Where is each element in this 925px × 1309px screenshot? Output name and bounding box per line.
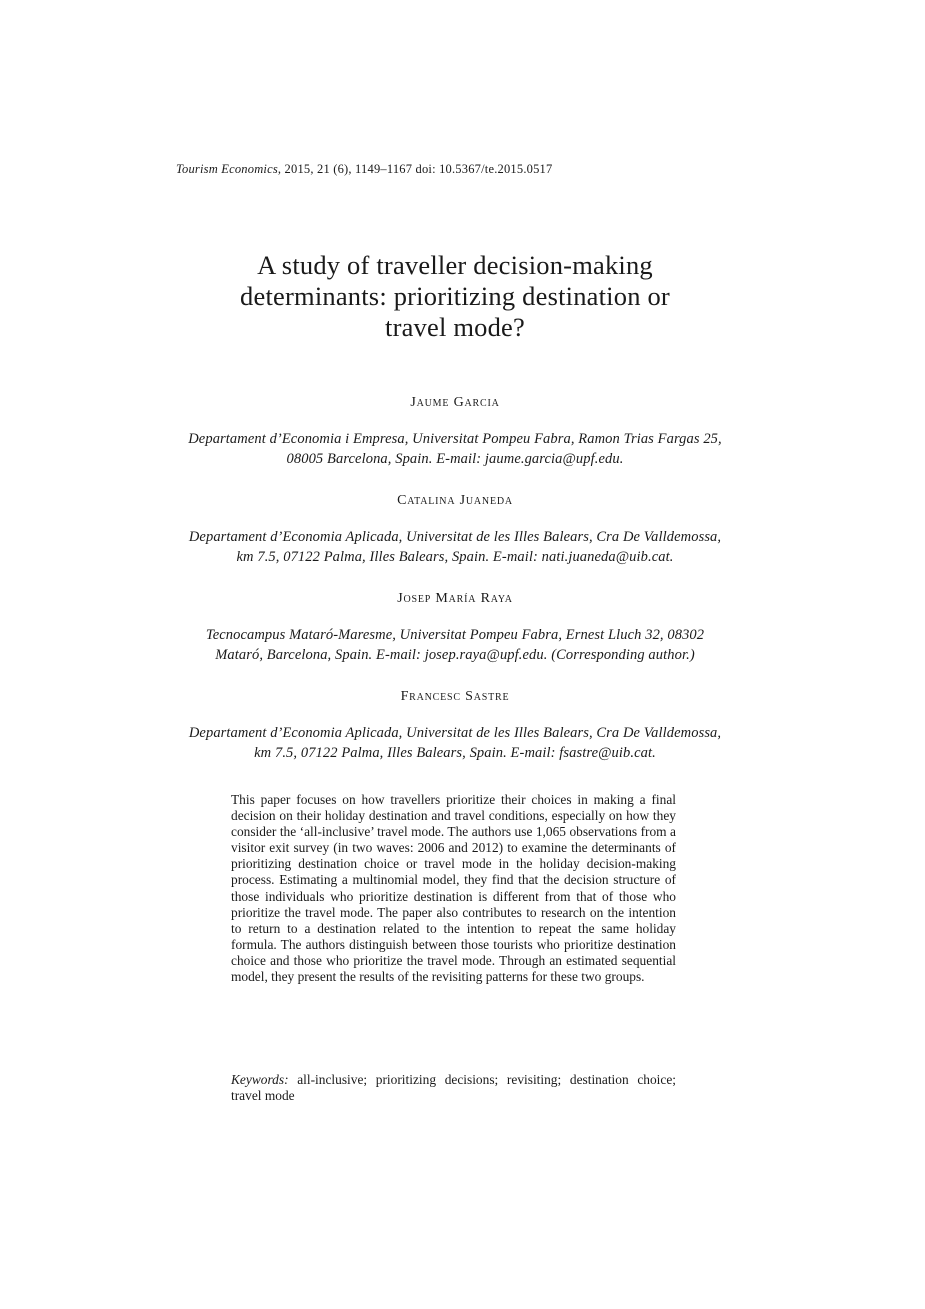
affiliation-line: km 7.5, 07122 Palma, Illes Balears, Spain. E-mail: nati.juaneda@uib.cat. [236, 549, 674, 565]
author-name: Josep María Raya [397, 591, 513, 606]
keywords-text: all-inclusive; prioritizing decisions; revisiting; destination choice; travel mode [231, 1072, 676, 1104]
affiliation-line: Tecnocampus Mataró-Maresme, Universitat Pompeu Fabra, Ernest Lluch 32, 08302 [205, 627, 705, 643]
citation-details: , 2015, 21 (6), 1149–1167 doi: 10.5367/te.2015.0517 [277, 162, 553, 176]
affiliation-line: km 7.5, 07122 Palma, Illes Balears, Spain. E-mail: fsastre@uib.cat. [254, 745, 656, 761]
title-line: determinants: prioritizing destination or [240, 281, 670, 311]
keywords [231, 1072, 676, 1104]
citation-line [176, 162, 552, 177]
paper-title [150, 250, 760, 343]
title-line: A study of traveller decision-making [257, 250, 653, 280]
affiliation-line: Departament d’Economia Aplicada, Universitat de les Illes Balears, Cra De Valldemossa, [188, 529, 722, 545]
author-name: Jaume Garcia [410, 395, 500, 410]
author-affiliation [150, 527, 760, 567]
author-affiliation [150, 625, 760, 665]
affiliation-line: Mataró, Barcelona, Spain. E-mail: josep.raya@upf.edu. (Corresponding author.) [215, 647, 695, 663]
affiliation-line: Departament d’Economia Aplicada, Universitat de les Illes Balears, Cra De Valldemossa, [188, 725, 722, 741]
journal-name: Tourism Economics [176, 162, 278, 176]
affiliation-line: Departament d’Economia i Empresa, Universitat Pompeu Fabra, Ramon Trias Fargas 25, [188, 431, 722, 447]
author-affiliation [150, 429, 760, 469]
author-name: Catalina Juaneda [397, 493, 513, 508]
keywords-label: Keywords: [231, 1072, 289, 1087]
abstract: This paper focuses on how travellers prioritize their choices in making a final decision on their holiday destination and travel conditions, especially on how they consider the ‘all-inclusive’ travel mode. The authors use 1,065 observations from a visitor exit survey (in two waves: 2006 and 2012) to examine the determinants of prioritizing destination choice or travel mode in the holiday decision-making process. Estimating a multinomial model, they find that the decision structure of those individuals who prioritize destination is different from that of those who prioritize the travel mode. The paper also contributes to research on the intention to return to a destination related to the intention to repeat the same holiday formula. The authors distinguish between those tourists who prioritize destination choice and those who prioritize the travel mode. Through an estimated sequential model, they present the results of the revisiting patterns for these two groups. [231, 792, 676, 985]
affiliation-line: 08005 Barcelona, Spain. E-mail: jaume.garcia@upf.edu. [286, 451, 624, 467]
title-line: travel mode? [385, 312, 525, 342]
author-affiliation [150, 723, 760, 763]
author-name: Francesc Sastre [400, 689, 510, 704]
